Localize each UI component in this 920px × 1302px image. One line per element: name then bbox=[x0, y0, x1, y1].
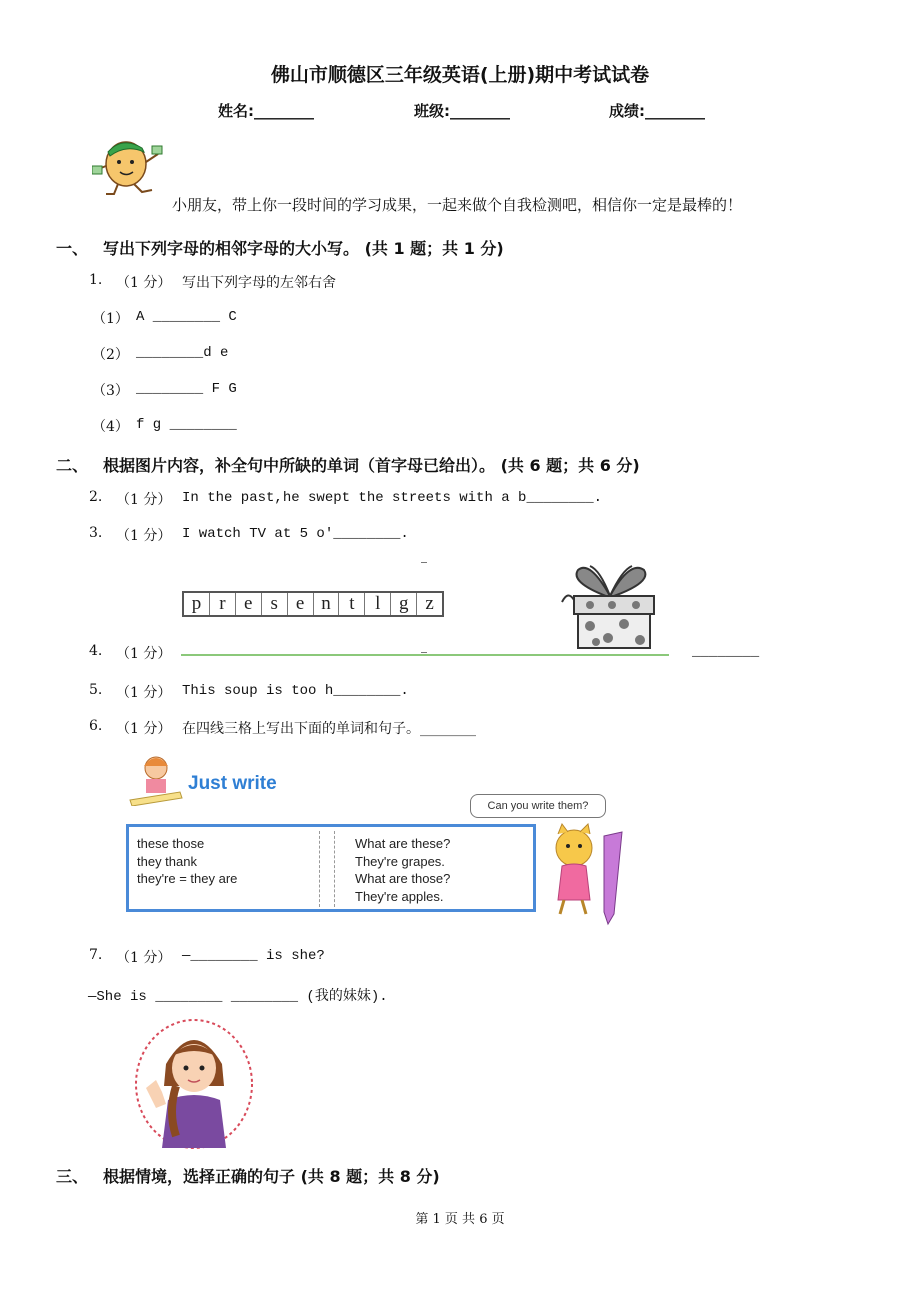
gift-box-illustration bbox=[560, 560, 660, 652]
letter-grid bbox=[182, 591, 444, 617]
q1-item-text[interactable]: f g ________ bbox=[136, 417, 237, 433]
q6-score: （1 分） bbox=[116, 721, 172, 737]
just-write-heading: Just write bbox=[188, 773, 277, 794]
q3-score: （1 分） bbox=[116, 528, 172, 544]
letter-cell: s bbox=[262, 593, 288, 615]
panel-word-line: they thank bbox=[137, 853, 197, 869]
q5-score: （1 分） bbox=[116, 685, 172, 701]
panel-word-line: they're = they are bbox=[137, 871, 238, 886]
panel-sentence-line: What are those? bbox=[355, 871, 451, 886]
page-title: 佛山市顺德区三年级英语(上册)期中考试试卷 bbox=[270, 64, 650, 86]
q1-item-label: （4） bbox=[92, 419, 129, 435]
letter-cell: e bbox=[288, 593, 314, 615]
q7-score: （1 分） bbox=[116, 950, 172, 966]
q1-item-label: （3） bbox=[92, 383, 129, 399]
letter-cell: n bbox=[314, 593, 340, 615]
q7-number: 7. bbox=[89, 947, 103, 963]
q4-number: 4. bbox=[89, 643, 103, 659]
section-1-number: 一、 bbox=[56, 239, 89, 258]
class-field[interactable]: 班级:________ bbox=[414, 102, 510, 120]
name-field[interactable]: 姓名:________ bbox=[218, 102, 314, 120]
q7-text[interactable]: —________ is she? bbox=[182, 948, 325, 964]
letter-cell: p bbox=[184, 593, 210, 615]
page-footer: 第 1 页 共 6 页 bbox=[415, 1212, 505, 1227]
q3-number: 3. bbox=[89, 525, 103, 541]
letter-cell: g bbox=[391, 593, 417, 615]
writing-line bbox=[181, 654, 669, 656]
letter-cell: z bbox=[425, 593, 434, 614]
tiger-pencil-illustration bbox=[542, 822, 632, 930]
sister-portrait-illustration bbox=[132, 1016, 256, 1152]
q1-text: 写出下列字母的左邻右舍 bbox=[182, 275, 336, 291]
section-2-number: 二、 bbox=[56, 456, 89, 475]
tick-mark bbox=[421, 652, 427, 653]
q1-number: 1. bbox=[89, 272, 103, 288]
q2-number: 2. bbox=[89, 489, 103, 505]
panel-sentence-line: They're apples. bbox=[355, 888, 444, 904]
q6-text[interactable]: 在四线三格上写出下面的单词和句子。________ bbox=[182, 721, 476, 737]
panel-sentence-line: What are these? bbox=[355, 836, 451, 851]
mascot-illustration bbox=[92, 132, 168, 198]
q1-item-label: （2） bbox=[92, 347, 129, 363]
writing-girl-illustration bbox=[126, 752, 184, 806]
q2-score: （1 分） bbox=[116, 492, 172, 508]
letter-cell: l bbox=[365, 593, 391, 615]
q3-text[interactable]: I watch TV at 5 o'________. bbox=[182, 526, 409, 542]
q5-text[interactable]: This soup is too h________. bbox=[182, 683, 409, 699]
panel-binding bbox=[319, 831, 335, 907]
letter-cell: e bbox=[236, 593, 262, 615]
q6-number: 6. bbox=[89, 718, 103, 734]
panel-sentence-line: They're grapes. bbox=[355, 853, 445, 869]
panel-word-line: these those bbox=[137, 836, 205, 851]
q1-item-text[interactable]: ________ F G bbox=[136, 381, 237, 397]
q4-answer-blank[interactable]: ________ bbox=[692, 644, 760, 660]
tick-mark bbox=[421, 562, 427, 563]
intro-text: 小朋友，带上你一段时间的学习成果，一起来做个自我检测吧，相信你一定是最棒的！ bbox=[172, 196, 743, 214]
section-2-title: 根据图片内容，补全句中所缺的单词（首字母已给出）。 (共 6 题；共 6 分) bbox=[103, 456, 640, 475]
letter-cell: r bbox=[210, 593, 236, 615]
q7-answer[interactable]: —She is ________ ________ (我的妹妹). bbox=[88, 989, 388, 1005]
letter-cell: t bbox=[339, 593, 365, 615]
speech-bubble: Can you write them? bbox=[470, 794, 606, 818]
q4-score: （1 分） bbox=[116, 646, 172, 662]
q5-number: 5. bbox=[89, 682, 103, 698]
q1-item-text[interactable]: A ________ C bbox=[136, 309, 237, 325]
score-field[interactable]: 成绩:________ bbox=[609, 102, 705, 120]
q1-item-text[interactable]: ________d e bbox=[136, 345, 229, 361]
section-3-title: 根据情境，选择正确的句子 (共 8 题；共 8 分) bbox=[103, 1167, 440, 1186]
section-3-number: 三、 bbox=[56, 1167, 89, 1186]
words-panel bbox=[126, 824, 536, 912]
q1-score: （1 分） bbox=[116, 275, 172, 291]
q1-item-label: （1） bbox=[92, 311, 129, 327]
section-1-title: 写出下列字母的相邻字母的大小写。 (共 1 题；共 1 分) bbox=[103, 239, 504, 258]
q2-text[interactable]: In the past,he swept the streets with a b________. bbox=[182, 490, 603, 506]
